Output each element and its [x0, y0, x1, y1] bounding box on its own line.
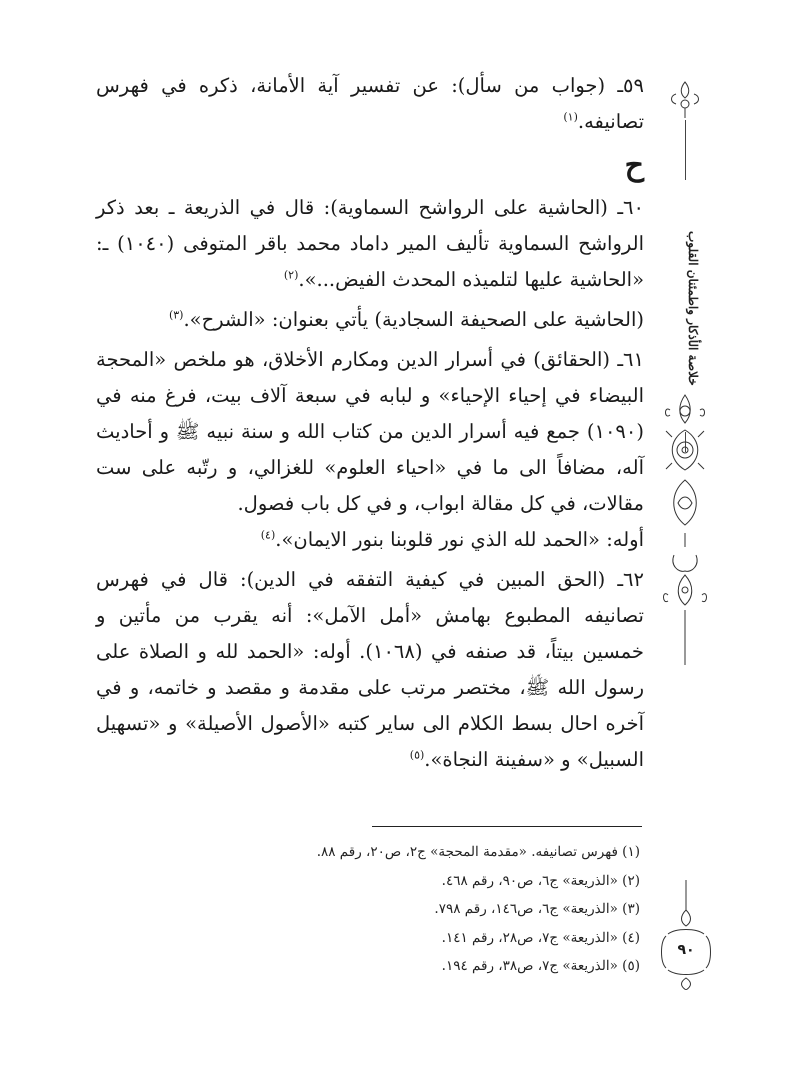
footnote-separator	[372, 826, 642, 827]
footnote-ref-2[interactable]: (٢)	[283, 268, 299, 282]
running-title: خلاصة الأذكار واطمئنان القلوب	[686, 230, 700, 386]
footnote-3: (٣) «الذريعة» ج٦، ص١٤٦، رقم ٧٩٨.	[434, 901, 640, 917]
entry-61	[96, 342, 644, 522]
section-letter: ح	[624, 148, 644, 183]
footnote-ref-3[interactable]: (٣)	[168, 308, 184, 322]
page-number-box	[658, 924, 714, 980]
footnote-2: (٢) «الذريعة» ج٦، ص٩٠، رقم ٤٦٨.	[441, 872, 640, 889]
entry-59	[96, 68, 644, 140]
entry-62	[96, 562, 644, 778]
footnote-1: (١) فهرس تصانيفه. «مقدمة المحجة» ج٢، ص٢٠، رقم ٨٨.	[316, 844, 640, 860]
footnote-ref-5[interactable]: (٥)	[409, 748, 425, 762]
floral-top-icon	[660, 80, 712, 120]
entry-60-text: ٦٠ـ (الحاشية على الرواشح السماوية): قال في الذريعة ـ بعد ذكر الرواشح السماوية تأليف المير داماد محمد باقر المتوفى (١٠٤٠) ـ: «الحاشية عليها لتلميذه المحدث الفيض...».	[96, 196, 645, 291]
entry-sahifa	[96, 302, 644, 338]
ornament-band-icon	[660, 375, 712, 675]
entry-61-opening	[96, 522, 644, 558]
entry-62-text: ٦٢ـ (الحق المبين في كيفية التفقه في الدين): قال في فهرس تصانيفه المطبوع بهامش «أمل الآمل»: أنه يقرب من مأتين و خمسين بيتاً، قد صنفه في (١٠٦٨). أوله: «الحمد لله و الصلاة على رسول الله ﷺ، مختصر مرتب على مقدمة و مقصد و خاتمه، و في آخره احال بسط الكلام الى ساير كتبه «الأصول الأصيلة» و «تسهيل السبيل» و «سفينة النجاة».	[96, 568, 644, 771]
footnote-ref-1[interactable]: (١)	[563, 110, 578, 124]
main-text	[96, 68, 644, 778]
side-rule-top	[685, 120, 686, 180]
entry-61-opening-text: أوله: «الحمد لله الذي نور قلوبنا بنور الايمان».	[275, 528, 644, 551]
entry-61-text: ٦١ـ (الحقائق) في أسرار الدين ومكارم الأخلاق، هو ملخص «المحجة البيضاء في إحياء الإحياء» و لبابه في سبعة آلاف بيت، فرغ منه في (١٠٩٠) جمع فيه أسرار الدين من كتاب الله و سنة نبيه ﷺ و أحاديث آله، مضافاً الى ما في «احياء العلوم» للغزالي، و رتّبه على ست مقالات، في كل مقالة ابواب، و في كل باب فصول.	[96, 348, 644, 515]
entry-sahifa-text: (الحاشية على الصحيفة السجادية) يأتي بعنوان: «الشرح».	[183, 308, 644, 331]
footnote-4: (٤) «الذريعة» ج٧، ص٢٨، رقم ١٤١.	[441, 929, 640, 946]
side-ornament-column	[652, 80, 704, 1000]
entry-60	[96, 190, 644, 298]
entry-59-text: ٥٩ـ (جواب من سأل): عن تفسير آية الأمانة، ذكره في فهرس تصانيفه.	[96, 74, 644, 133]
page-number: ٩٠	[677, 942, 695, 958]
footnote-ref-4[interactable]: (٤)	[260, 528, 276, 542]
footnotes	[200, 838, 640, 981]
footnote-5: (٥) «الذريعة» ج٧، ص٣٨، رقم ١٩٤.	[441, 958, 640, 974]
